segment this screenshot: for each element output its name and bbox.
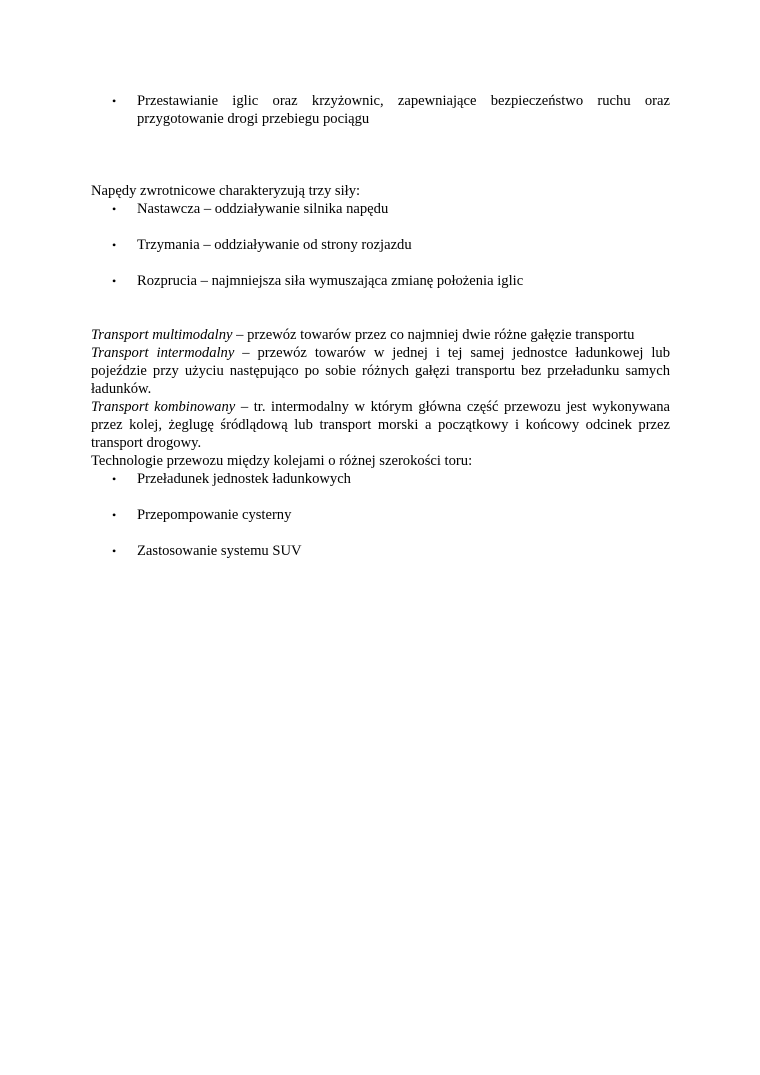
definition-term: Transport intermodalny bbox=[91, 345, 235, 361]
napedy-intro: Napędy zwrotnicowe charakteryzują trzy siły: bbox=[91, 183, 361, 199]
list-item bbox=[91, 92, 670, 128]
top-bullet-list bbox=[91, 92, 670, 128]
definition-term: Transport multimodalny bbox=[91, 327, 233, 343]
bullet-icon: • bbox=[112, 508, 117, 522]
definition-intermodal bbox=[91, 344, 670, 398]
bullet-icon: • bbox=[112, 202, 117, 216]
bullet-icon: • bbox=[112, 274, 117, 288]
list-item-text: Przeładunek jednostek ładunkowych bbox=[137, 471, 351, 487]
list-item-text: Zastosowanie systemu SUV bbox=[137, 543, 302, 559]
definition-multimodal bbox=[91, 326, 670, 344]
list-item bbox=[91, 506, 670, 524]
definition-term: Transport kombinowany bbox=[91, 399, 236, 415]
list-item bbox=[91, 542, 670, 560]
bullet-icon: • bbox=[112, 544, 117, 558]
list-item-text: Rozprucia – najmniejsza siła wymuszająca zmianę położenia iglic bbox=[137, 273, 524, 289]
list-item-text: Przestawianie iglic oraz krzyżownic, zapewniające bezpieczeństwo ruchu oraz przygotowanie drogi przebiegu pociągu bbox=[137, 93, 670, 127]
list-item bbox=[91, 236, 670, 254]
napedy-bullet-list bbox=[91, 200, 670, 290]
technologie-bullet-list bbox=[91, 470, 670, 560]
document-page bbox=[91, 92, 670, 560]
list-item bbox=[91, 200, 670, 218]
list-item-text: Przepompowanie cysterny bbox=[137, 507, 292, 523]
technologie-intro: Technologie przewozu między kolejami o różnej szerokości toru: bbox=[91, 453, 473, 469]
list-item-text: Nastawcza – oddziaływanie silnika napędu bbox=[137, 201, 389, 217]
definition-text: – przewóz towarów w jednej i tej samej jednostce ładunkowej lub pojeździe przy użyciu następująco po sobie różnych gałęzi transportu bez przeładunku samych ładunków. bbox=[91, 345, 670, 397]
bullet-icon: • bbox=[112, 472, 117, 486]
definition-text: – przewóz towarów przez co najmniej dwie różne gałęzie transportu bbox=[232, 327, 635, 343]
list-item bbox=[91, 470, 670, 488]
bullet-icon: • bbox=[112, 94, 117, 108]
definition-kombinowany bbox=[91, 398, 670, 452]
list-item bbox=[91, 272, 670, 290]
definition-text: – tr. intermodalny w którym główna część przewozu jest wykonywana przez kolej, żeglugę śródlądową lub transport morski a początkowy i końcowy odcinek przez transport drogowy. bbox=[91, 399, 670, 451]
definitions-block bbox=[91, 326, 670, 452]
bullet-icon: • bbox=[112, 238, 117, 252]
list-item-text: Trzymania – oddziaływanie od strony rozjazdu bbox=[137, 237, 412, 253]
